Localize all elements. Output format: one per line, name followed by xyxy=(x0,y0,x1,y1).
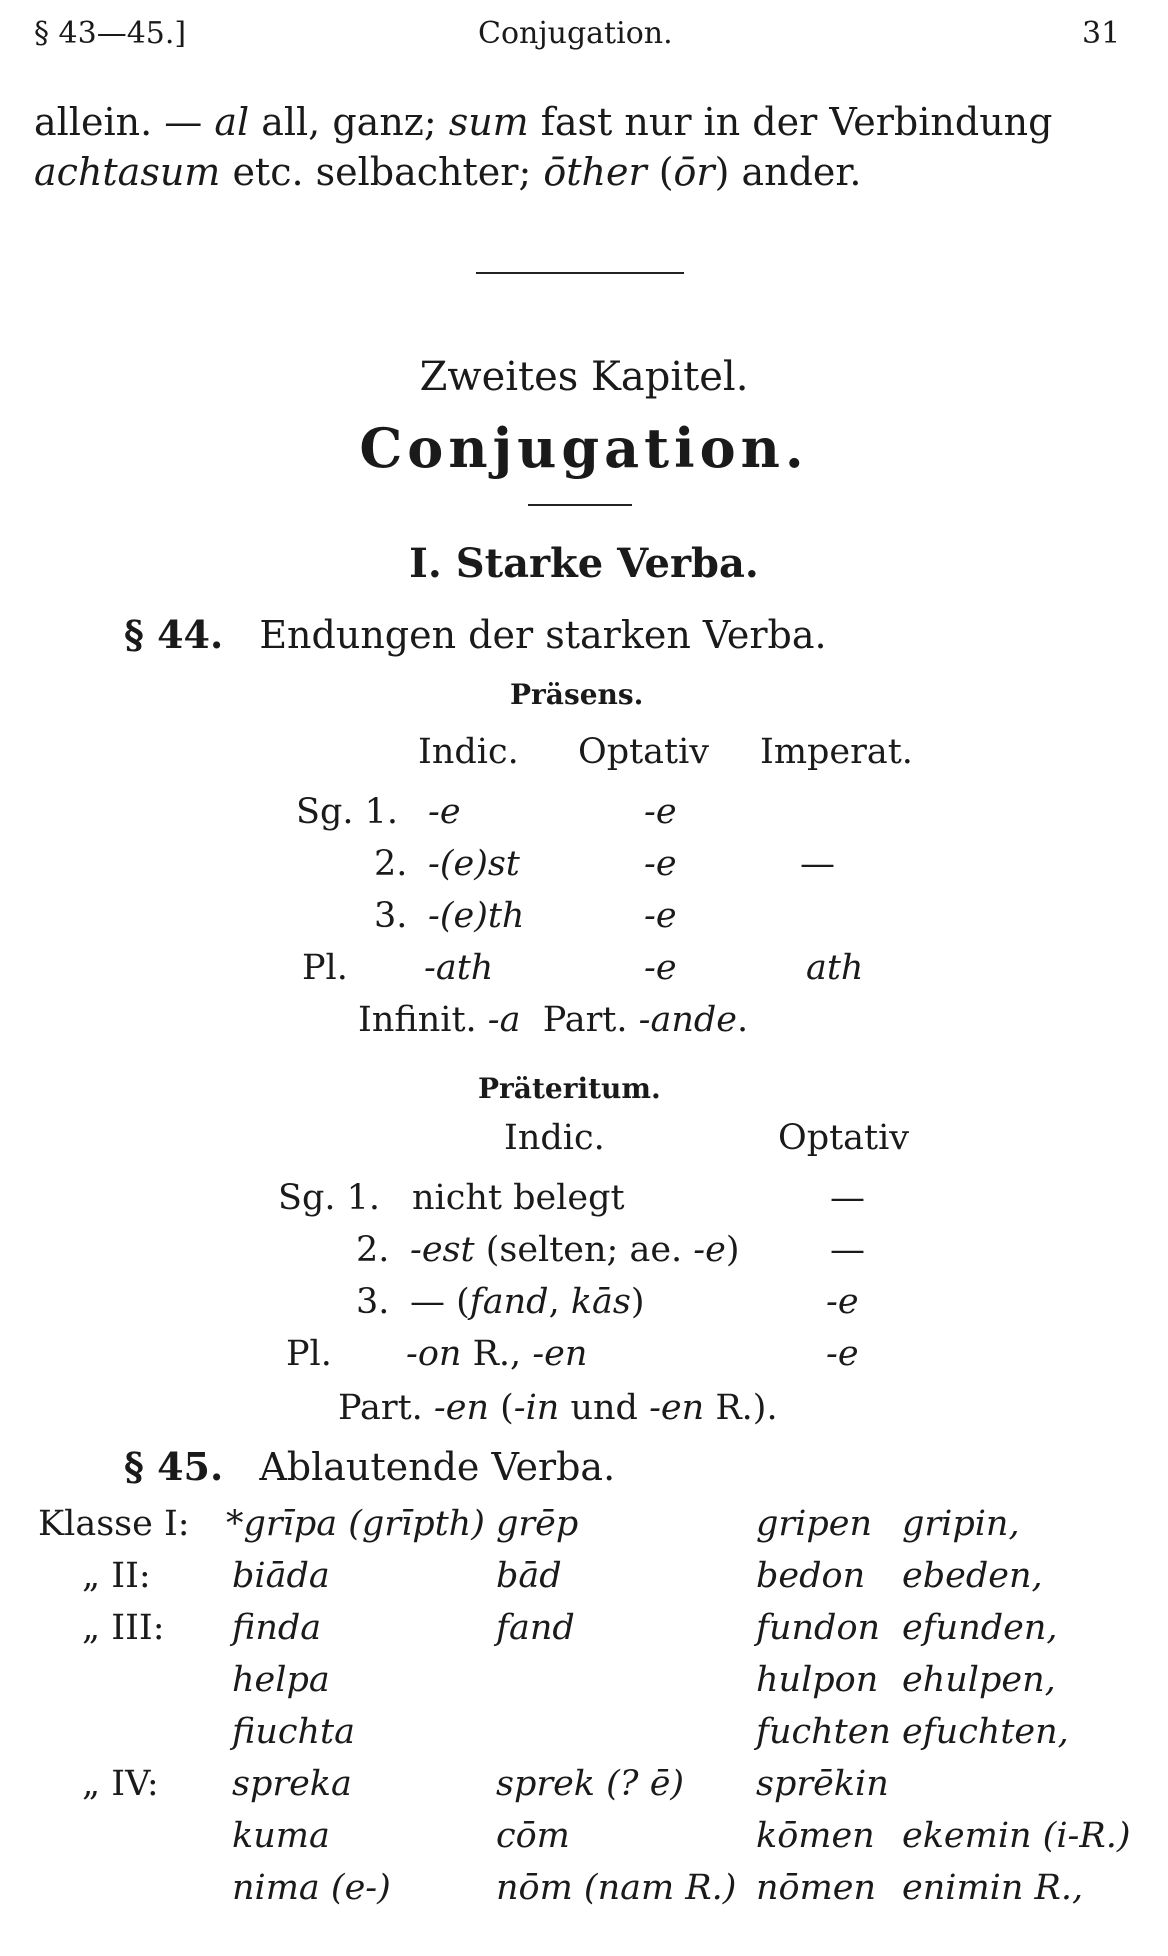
klasse-label: Klasse I: xyxy=(38,1504,190,1544)
klasse-preterite-pl: bedon xyxy=(756,1556,866,1596)
praeteritum-row-label: Sg. 1. xyxy=(278,1178,381,1218)
paragraph-number: § 44. xyxy=(124,612,224,657)
klasse-preterite-pl: hulpon xyxy=(756,1660,879,1700)
paragraph-number: § 45. xyxy=(124,1444,224,1489)
text: Part. xyxy=(338,1388,434,1428)
text: ( xyxy=(489,1388,514,1428)
klasse-participle: enimin R., xyxy=(902,1868,1084,1908)
text: — ( xyxy=(410,1282,470,1322)
italic-ending: -on xyxy=(406,1334,462,1374)
italic-ending: -a xyxy=(487,1000,521,1040)
text: etc. selbachter; xyxy=(220,150,544,194)
praesens-indic: -ath xyxy=(424,948,494,988)
paragraph-title: Endungen der starken Verba. xyxy=(259,613,827,657)
text: ) ander. xyxy=(714,150,862,194)
page-number: 31 xyxy=(1082,16,1121,51)
klasse-participle: efuchten, xyxy=(902,1712,1069,1752)
klasse-preterite-sg: grēp xyxy=(496,1504,579,1544)
praeteritum-participle-line xyxy=(338,1388,778,1428)
text: ( xyxy=(646,150,674,194)
praesens-optativ: -e xyxy=(644,896,677,936)
text: Infinit. xyxy=(358,1000,488,1040)
praeteritum-indic xyxy=(412,1178,625,1218)
klasse-present: biāda xyxy=(232,1556,330,1596)
klasse-participle: ehulpen, xyxy=(902,1660,1056,1700)
text: Part. xyxy=(520,1000,639,1040)
text: und xyxy=(559,1388,650,1428)
text: (selten; ae. xyxy=(474,1230,694,1270)
praesens-col-optativ: Optativ xyxy=(578,732,710,772)
praesens-row-label: Sg. 1. xyxy=(296,792,399,832)
klasse-present: fiuchta xyxy=(232,1712,355,1752)
praesens-row-label: 2. xyxy=(374,844,408,884)
section-divider xyxy=(476,272,684,274)
intro-line-1 xyxy=(34,100,1052,144)
italic-word: achtasum xyxy=(34,150,221,194)
klasse-present: spreka xyxy=(232,1764,352,1804)
praeteritum-row-label: Pl. xyxy=(286,1334,332,1374)
praeteritum-optativ: -e xyxy=(826,1334,859,1374)
praeteritum-row-label: 3. xyxy=(356,1282,390,1322)
text: R., xyxy=(461,1334,533,1374)
text: . xyxy=(736,1000,749,1040)
italic-ending: -en xyxy=(433,1388,489,1428)
praeteritum-row-label: 2. xyxy=(356,1230,390,1270)
klasse-label: „ III: xyxy=(82,1608,165,1648)
chapter-title: Conjugation. xyxy=(359,416,809,480)
praesens-heading: Präsens. xyxy=(510,678,644,711)
section-heading: I. Starke Verba. xyxy=(409,540,759,587)
klasse-preterite-sg: cōm xyxy=(496,1816,570,1856)
italic-ending: -en xyxy=(649,1388,705,1428)
intro-line-2 xyxy=(34,150,861,194)
praeteritum-optativ: -e xyxy=(826,1282,859,1322)
praesens-optativ: -e xyxy=(644,792,677,832)
text: R.). xyxy=(704,1388,778,1428)
text: ) xyxy=(725,1230,740,1270)
klasse-preterite-pl: sprēkin xyxy=(756,1764,889,1804)
paragraph-title: Ablautende Verba. xyxy=(259,1445,616,1489)
text: nicht belegt xyxy=(412,1178,625,1218)
praeteritum-optativ: — xyxy=(830,1230,865,1270)
italic-word: sum xyxy=(448,100,529,144)
text: allein. — xyxy=(34,100,215,144)
klasse-present: helpa xyxy=(232,1660,330,1700)
klasse-participle: ekemin (i-R.) xyxy=(902,1816,1131,1856)
text: ) xyxy=(630,1282,645,1322)
klasse-label: „ IV: xyxy=(82,1764,159,1804)
klasse-present: finda xyxy=(232,1608,322,1648)
italic-ending: -in xyxy=(513,1388,560,1428)
italic-word: ōr xyxy=(673,150,715,194)
praesens-col-imperat: Imperat. xyxy=(760,732,913,772)
praesens-indic: -e xyxy=(428,792,461,832)
text: all, ganz; xyxy=(249,100,449,144)
italic-word: fand xyxy=(469,1282,549,1322)
klasse-preterite-pl: fundon xyxy=(756,1608,881,1648)
praesens-imperat: — xyxy=(800,844,835,884)
paragraph-44-heading xyxy=(124,612,827,657)
praesens-optativ: -e xyxy=(644,948,677,988)
running-header-section: § 43—45.] xyxy=(34,16,187,51)
text: fast nur in der Verbindung xyxy=(528,100,1053,144)
praeteritum-heading: Präteritum. xyxy=(478,1072,661,1105)
praesens-optativ: -e xyxy=(644,844,677,884)
praesens-infinitive-line xyxy=(358,1000,748,1040)
italic-word: kās xyxy=(570,1282,631,1322)
klasse-label: „ II: xyxy=(82,1556,151,1596)
italic-ending: -est xyxy=(410,1230,475,1270)
klasse-preterite-pl: gripen xyxy=(756,1504,872,1544)
praeteritum-indic xyxy=(406,1334,587,1374)
italic-word: ōther xyxy=(543,150,647,194)
italic-ending: -en xyxy=(532,1334,588,1374)
klasse-preterite-pl: kōmen xyxy=(756,1816,875,1856)
italic-ending: -ande xyxy=(638,1000,737,1040)
praeteritum-optativ: — xyxy=(830,1178,865,1218)
klasse-preterite-sg: sprek (? ē) xyxy=(496,1764,685,1804)
klasse-preterite-pl: fuchten xyxy=(756,1712,891,1752)
klasse-participle: ebeden, xyxy=(902,1556,1043,1596)
italic-word: al xyxy=(214,100,250,144)
title-rule xyxy=(528,504,632,506)
praesens-indic: -(e)th xyxy=(428,896,525,936)
klasse-present: *grīpa (grīpth) xyxy=(226,1504,485,1544)
praeteritum-col-indic: Indic. xyxy=(504,1118,605,1158)
klasse-preterite-sg: fand xyxy=(496,1608,575,1648)
klasse-preterite-sg: bād xyxy=(496,1556,562,1596)
praeteritum-indic xyxy=(410,1282,645,1322)
klasse-participle: gripin, xyxy=(902,1504,1020,1544)
klasse-participle: efunden, xyxy=(902,1608,1058,1648)
praesens-row-label: 3. xyxy=(374,896,408,936)
running-header-title: Conjugation. xyxy=(478,16,673,51)
text: , xyxy=(548,1282,571,1322)
chapter-kicker: Zweites Kapitel. xyxy=(419,354,749,400)
praeteritum-indic xyxy=(410,1230,740,1270)
praesens-col-indic: Indic. xyxy=(418,732,519,772)
praeteritum-col-optativ: Optativ xyxy=(778,1118,910,1158)
praesens-imperat: ath xyxy=(806,948,864,988)
paragraph-45-heading xyxy=(124,1444,615,1489)
italic-ending: -e xyxy=(693,1230,726,1270)
praesens-row-label: Pl. xyxy=(302,948,348,988)
klasse-present: nima (e-) xyxy=(232,1868,391,1908)
klasse-preterite-pl: nōmen xyxy=(756,1868,877,1908)
klasse-preterite-sg: nōm (nam R.) xyxy=(496,1868,737,1908)
klasse-present: kuma xyxy=(232,1816,330,1856)
praesens-indic: -(e)st xyxy=(428,844,520,884)
